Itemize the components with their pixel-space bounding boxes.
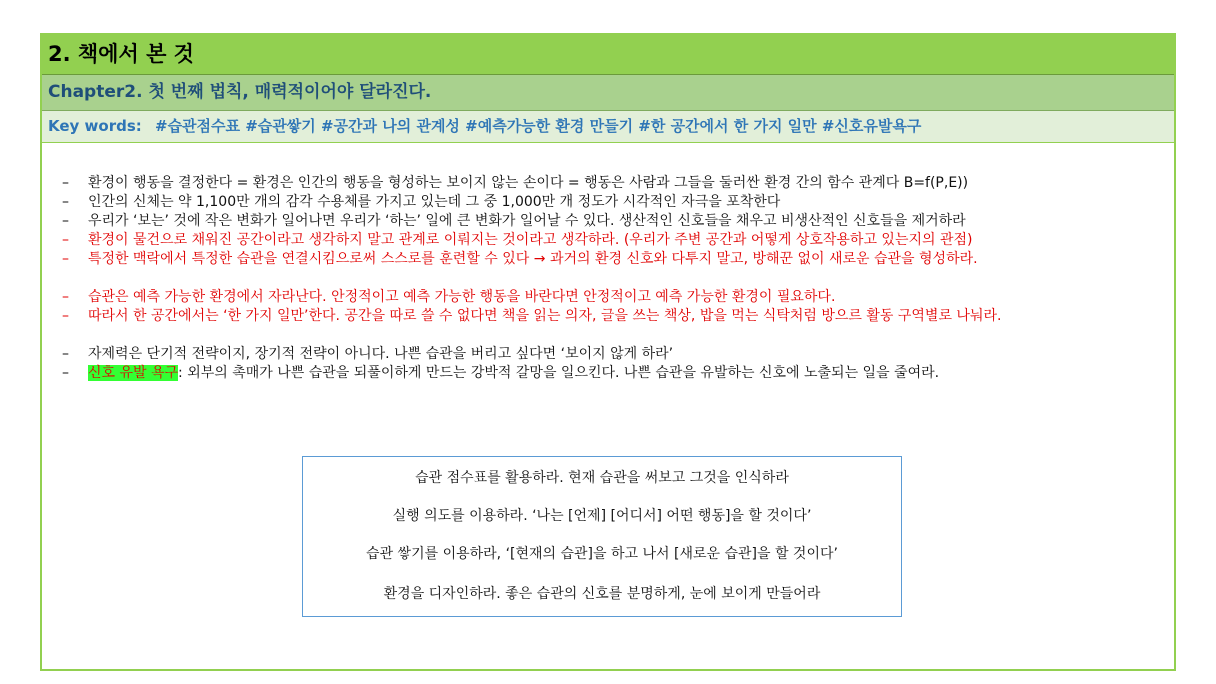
bullet-text: 특정한 맥락에서 특정한 습관을 연결시킴으로써 스스로를 훈련할 수 있다 → 과거의 환경 신호와 다투지 말고, 방해꾼 없이 새로운 습관을 형성하라.	[88, 251, 978, 267]
bullet-dash: –	[62, 365, 69, 381]
summary-box	[302, 456, 902, 617]
bullet-dash: –	[62, 308, 69, 324]
bullet-item-red	[62, 288, 1172, 307]
bullet-dash: –	[62, 232, 69, 248]
bullet-item	[62, 345, 1172, 364]
bullet-text: 인간의 신체는 약 1,100만 개의 감각 수용체를 가지고 있는데 그 중 1,000만 개 정도가 시각적인 자극을 포착한다	[88, 194, 781, 210]
chapter-title-bar	[42, 75, 1174, 111]
bullet-text: 환경이 행동을 결정한다 = 환경은 인간의 행동을 형성하는 보이지 않는 손이다 = 행동은 사람과 그들을 둘러싼 환경 간의 함수 관계다 B=f(P,E))	[88, 175, 969, 191]
keywords-tags: #습관점수표 #습관쌓기 #공간과 나의 관계성 #예측가능한 환경 만들기 #한 공간에서 한 가지 일만 #신호유발욕구	[155, 117, 922, 135]
bullet-item	[62, 212, 1172, 231]
summary-line: 실행 의도를 이용하라. ‘나는 [언제] [어디서] 어떤 행동]을 할 것이다’	[392, 508, 812, 524]
bullet-dash: –	[62, 251, 69, 267]
spacer	[62, 269, 1172, 288]
section-heading-text: 2. 책에서 본 것	[48, 42, 194, 66]
bullet-text: 우리가 ‘보는’ 것에 작은 변화가 일어나면 우리가 ‘하는’ 일에 큰 변화가 일어날 수 있다. 생산적인 신호들을 채우고 비생산적인 신호들을 제거하라	[88, 213, 966, 229]
chapter-title: Chapter2. 첫 번째 법칙, 매력적이어야 달라진다.	[48, 82, 432, 102]
bullet-item	[62, 174, 1172, 193]
summary-line: 습관 쌓기를 이용하라, ‘[현재의 습관]을 하고 나서 [새로운 습관]을 할 것이다’	[366, 546, 838, 562]
highlighted-term: 신호 유발 욕구	[88, 365, 179, 381]
keywords-bar	[42, 111, 1174, 143]
section-heading	[42, 35, 1174, 75]
bullet-item	[62, 364, 1172, 383]
summary-line: 환경을 디자인하라. 좋은 습관의 신호를 분명하게, 눈에 보이게 만들어라	[383, 586, 821, 602]
bullet-item-red	[62, 250, 1172, 269]
bullet-text: 따라서 한 공간에서는 ‘한 가지 일만’한다. 공간을 따로 쓸 수 없다면 책을 읽는 의자, 글을 쓰는 책상, 밥을 먹는 식탁처럼 방으르 활동 구역별로 나눠라.	[88, 308, 1002, 324]
document-frame	[40, 33, 1176, 671]
bullet-list	[62, 174, 1172, 383]
bullet-item	[62, 193, 1172, 212]
bullet-text: 습관은 예측 가능한 환경에서 자라난다. 안정적이고 예측 가능한 행동을 바란다면 안정적이고 예측 가능한 환경이 필요하다.	[88, 289, 836, 305]
bullet-text: 자제력은 단기적 전략이지, 장기적 전략이 아니다. 나쁜 습관을 버리고 싶다면 ‘보이지 않게 하라’	[88, 346, 674, 362]
summary-line: 습관 점수표를 활용하라. 현재 습관을 써보고 그것을 인식하라	[415, 470, 789, 486]
bullet-item-red	[62, 231, 1172, 250]
bullet-dash: –	[62, 346, 69, 362]
bullet-text: 환경이 물건으로 채워진 공간이라고 생각하지 말고 관계로 이뤄지는 것이라고 생각하라. (우리가 주변 공간과 어떻게 상호작용하고 있는지의 관점)	[88, 232, 973, 248]
bullet-dash: –	[62, 289, 69, 305]
keywords-label: Key words:	[48, 117, 142, 135]
bullet-dash: –	[62, 175, 69, 191]
bullet-dash: –	[62, 213, 69, 229]
spacer	[62, 326, 1172, 345]
bullet-item-red	[62, 307, 1172, 326]
bullet-dash: –	[62, 194, 69, 210]
bullet-text: : 외부의 촉매가 나쁜 습관을 되풀이하게 만드는 강박적 갈망을 일으킨다. 나쁜 습관을 유발하는 신호에 노출되는 일을 줄여라.	[178, 365, 940, 381]
